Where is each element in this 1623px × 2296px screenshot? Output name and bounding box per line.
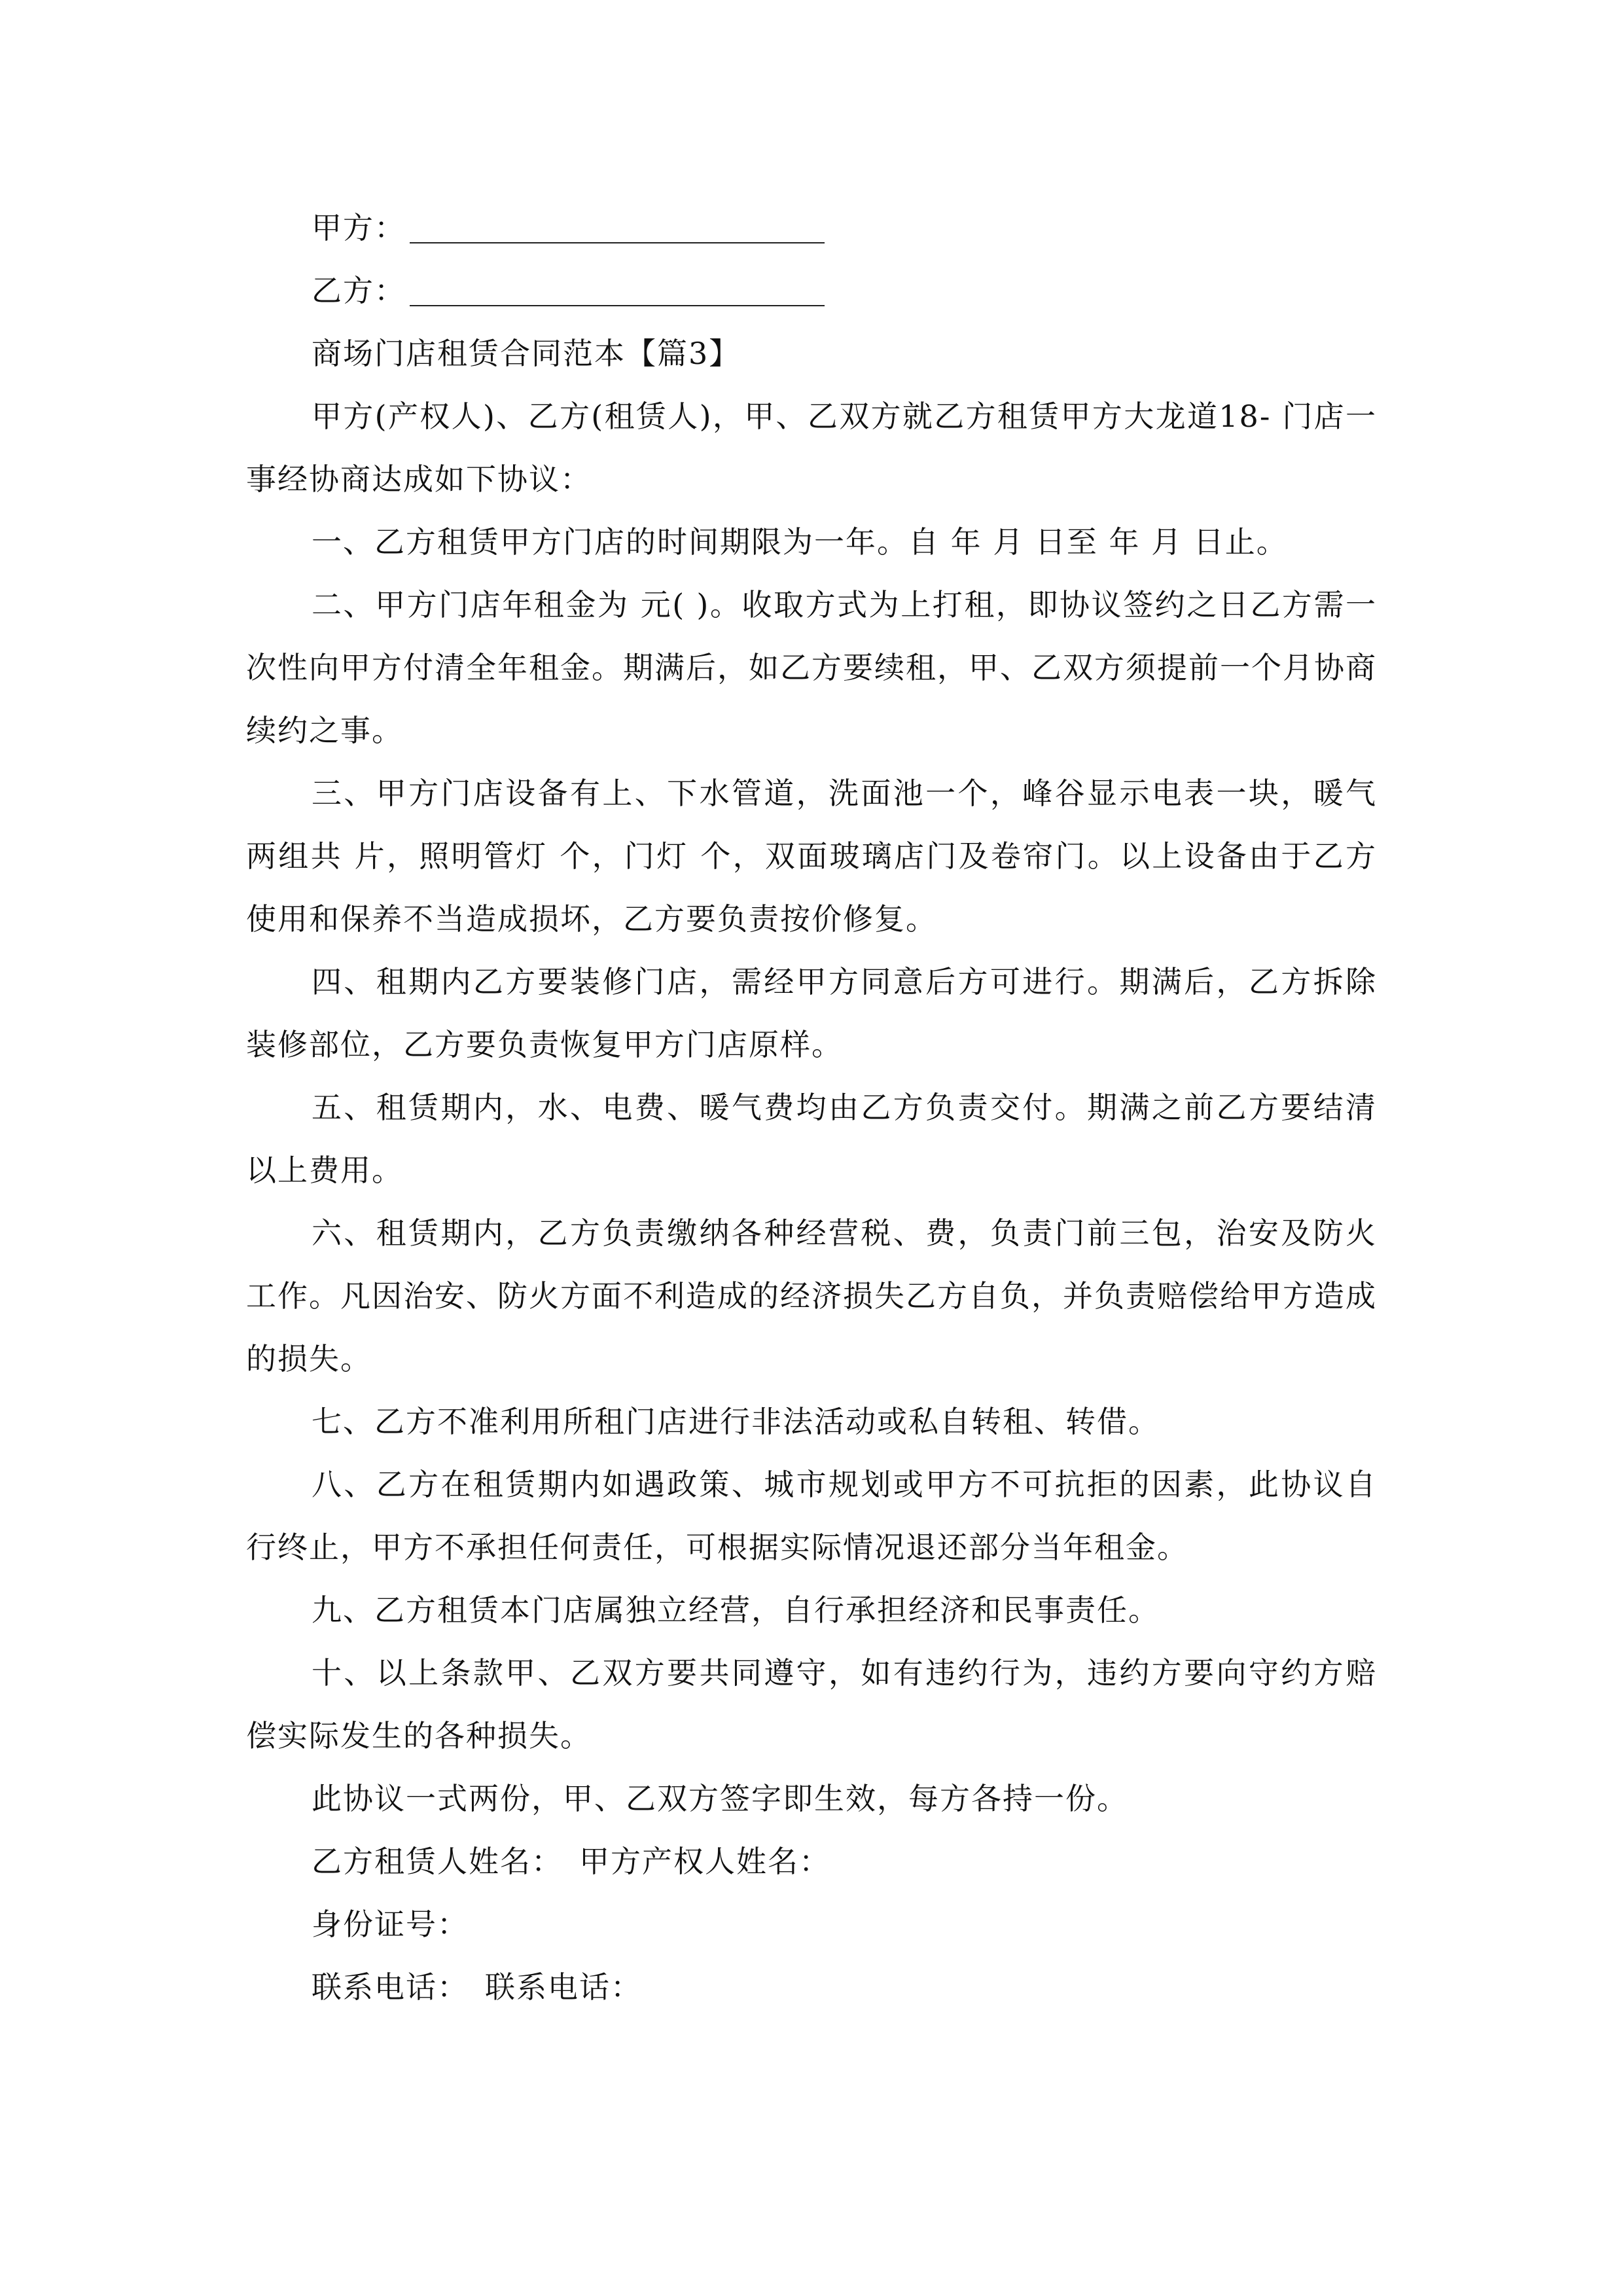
clause-8: 八、乙方在租赁期内如遇政策、城市规划或甲方不可抗拒的因素，此协议自行终止，甲方不承担任何责任，可根据实际情况退还部分当年租金。: [246, 1467, 1377, 1565]
clause-4: 四、租期内乙方要装修门店，需经甲方同意后方可进行。期满后，乙方拆除装修部位，乙方要负责恢复甲方门店原样。: [246, 964, 1377, 1062]
clause-7: 七、乙方不准利用所租门店进行非法活动或私自转租、转借。: [312, 1404, 1160, 1439]
clause-1: 一、乙方租赁甲方门店的时间期限为一年。自 年 月 日至 年 月 日止。: [312, 524, 1288, 560]
party-a-signature-blank: [410, 241, 825, 243]
party-b-signature-blank: [410, 304, 825, 306]
party-a-label: 甲方：: [312, 210, 406, 245]
clause-3: 三、甲方门店设备有上、下水管道，洗面池一个，峰谷显示电表一块，暖气两组共 片，照明管灯 个，门灯 个，双面玻璃店门及卷帘门。以上设备由于乙方使用和保养不当造成损坏，乙方要负责按价修复。: [246, 776, 1377, 937]
id-number-line: 身份证号：: [312, 1907, 469, 1942]
party-a-line: [246, 196, 1377, 259]
phone-line: 联系电话： 联系电话：: [312, 1969, 642, 2005]
closing-paragraph: 此协议一式两份，甲、乙双方签字即生效，每方各持一份。: [312, 1781, 1128, 1816]
clause-2: 二、甲方门店年租金为 元( )。收取方式为上打租，即协议签约之日乙方需一次性向甲方付清全年租金。期满后，如乙方要续租，甲、乙双方须提前一个月协商续约之事。: [246, 587, 1377, 748]
clause-10: 十、以上条款甲、乙双方要共同遵守，如有违约行为，违约方要向守约方赔偿实际发生的各种损失。: [246, 1655, 1377, 1753]
party-b-line: [246, 259, 1377, 322]
intro-paragraph: 甲方(产权人)、乙方(租赁人)，甲、乙双方就乙方租赁甲方大龙道18- 门店一事经协商达成如下协议：: [246, 399, 1377, 497]
clause-6: 六、租赁期内，乙方负责缴纳各种经营税、费，负责门前三包，治安及防火工作。凡因治安、防火方面不利造成的经济损失乙方自负，并负责赔偿给甲方造成的损失。: [246, 1215, 1377, 1376]
party-b-label: 乙方：: [312, 273, 406, 308]
section-title: 商场门店租赁合同范本【篇3】: [312, 336, 741, 371]
clause-5: 五、租赁期内，水、电费、暖气费均由乙方负责交付。期满之前乙方要结清以上费用。: [246, 1090, 1377, 1188]
signature-names-line: 乙方租赁人姓名： 甲方产权人姓名：: [312, 1844, 830, 1879]
contract-text: [246, 196, 1377, 2018]
clause-9: 九、乙方租赁本门店属独立经营，自行承担经济和民事责任。: [312, 1592, 1160, 1628]
